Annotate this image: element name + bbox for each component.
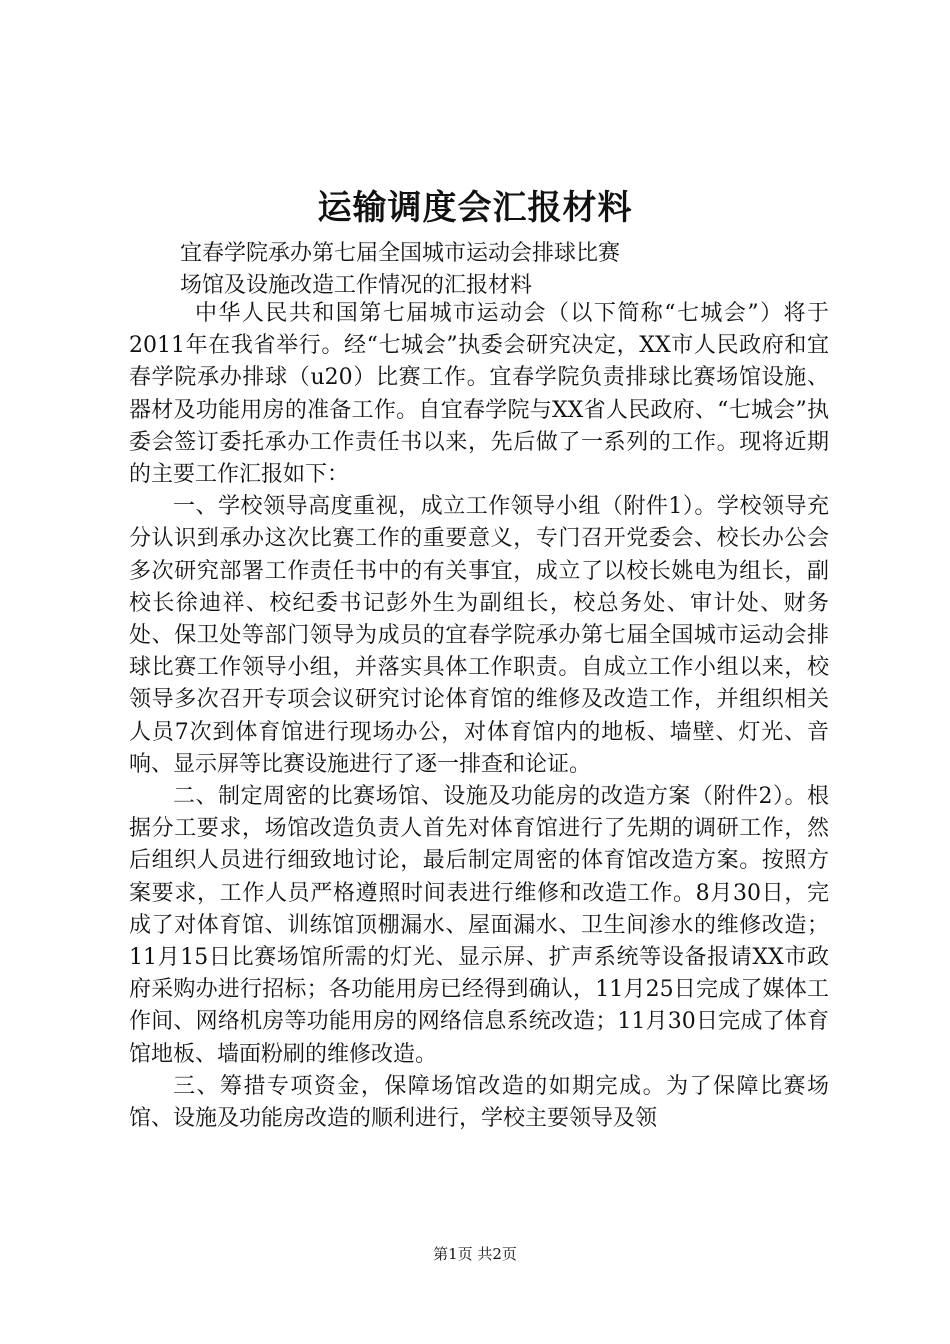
paragraph-section-2: 二、制定周密的比赛场馆、设施及功能房的改造方案（附件2）。根据分工要求，场馆改造负责人首先对体育馆进行了先期的调研工作，然后组织人员进行细致地讨论，最后制定周密的体育馆改造方案。按照方案要求，工作人员严格遵照时间表进行维修和改造工作。8月30日，完成了对体育馆、训练馆顶棚漏水、屋面漏水、卫生间渗水的维修改造；11月15日比赛场馆所需的灯光、显示屏、扩声系统等设备报请XX市政府采购办进行招标；各功能用房已经得到确认，11月25日完成了媒体工作间、网络机房等功能用房的网络信息系统改造；11月30日完成了体育馆地板、墙面粉刷的维修改造。 bbox=[129, 784, 829, 1067]
document-subtitle-line2: 场馆及设施改造工作情况的汇报材料 bbox=[180, 273, 533, 298]
page-footer: 第1页 共2页 bbox=[433, 1245, 517, 1263]
document-subtitle-line1: 宜春学院承办第七届全国城市运动会排球比赛 bbox=[180, 241, 621, 266]
paragraph-intro: 中华人民共和国第七届城市运动会（以下简称“七城会”）将于2011年在我省举行。经“七城会”执委会研究决定，XX市人民政府和宜春学院承办排球（u20）比赛工作。宜春学院负责排球比赛场馆设施、器材及功能用房的准备工作。自宜春学院与XX省人民政府、“七城会”执委会签订委托承办工作责任书以来，先后做了一系列的工作。现将近期的主要工作汇报如下： bbox=[129, 301, 829, 488]
document-body bbox=[129, 298, 829, 1135]
paragraph-section-1: 一、学校领导高度重视，成立工作领导小组（附件1）。学校领导充分认识到承办这次比赛工作的重要意义，专门召开党委会、校长办公会多次研究部署工作责任书中的有关事宜，成立了以校长姚电为组长，副校长徐迪祥、校纪委书记彭外生为副组长，校总务处、审计处、财务处、保卫处等部门领导为成员的宜春学院承办第七届全国城市运动会排球比赛工作领导小组，并落实具体工作职责。自成立工作小组以来，校领导多次召开专项会议研究讨论体育馆的维修及改造工作，并组织相关人员7次到体育馆进行现场办公，对体育馆内的地板、墙壁、灯光、音响、显示屏等比赛设施进行了逐一排查和论证。 bbox=[129, 494, 829, 777]
paragraph-section-3: 三、筹措专项资金，保障场馆改造的如期完成。为了保障比赛场馆、设施及功能房改造的顺利进行，学校主要领导及领 bbox=[129, 1073, 829, 1132]
document-title: 运输调度会汇报材料 bbox=[317, 188, 633, 228]
